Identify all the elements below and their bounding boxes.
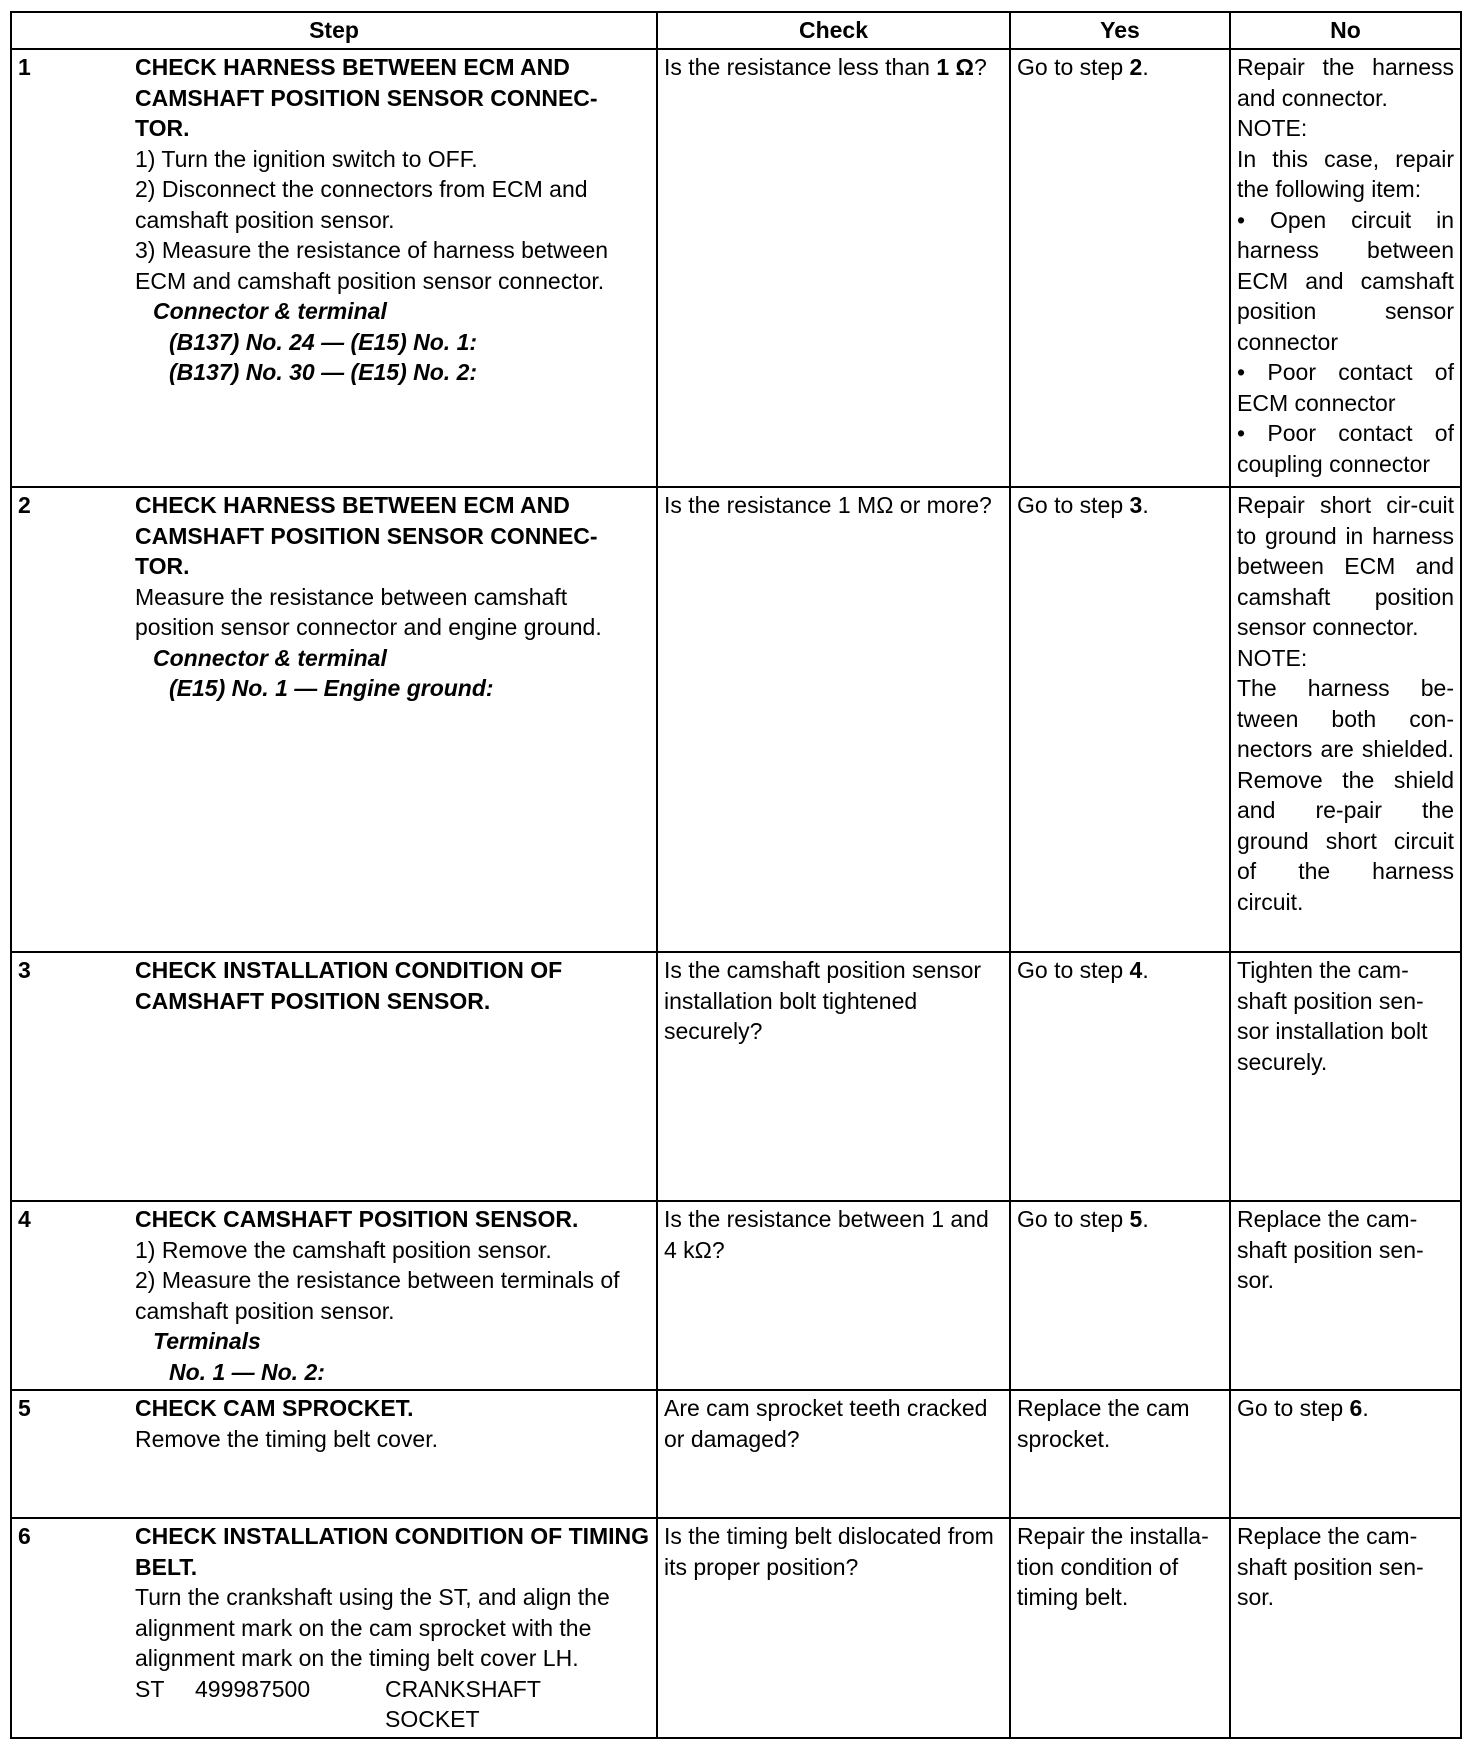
header-step: Step bbox=[11, 12, 657, 49]
yes-suffix: . bbox=[1142, 54, 1149, 80]
step-cell bbox=[129, 1518, 657, 1738]
diagnostic-table bbox=[10, 11, 1462, 1739]
yes-text: Go to step bbox=[1017, 54, 1130, 80]
step-line: Turn the crankshaft using the ST, and align the alignment mark on the cam sprocket with the alignment mark on the timing belt cover LH. bbox=[135, 1584, 610, 1671]
yes-cell: Replace the cam sprocket. bbox=[1010, 1390, 1230, 1518]
step-title: CHECK INSTALLATION CONDITION OF TIMING BELT. bbox=[135, 1523, 650, 1580]
no-text: Repair short cir-cuit to ground in harness between ECM and camshaft position sensor connector. bbox=[1237, 492, 1454, 640]
header-row bbox=[11, 12, 1461, 49]
table-row bbox=[11, 487, 1461, 952]
no-cell: Replace the cam-shaft position sen-sor. bbox=[1230, 1518, 1461, 1738]
step-number: 5 bbox=[11, 1390, 129, 1518]
yes-step-number: 2 bbox=[1129, 54, 1143, 80]
no-cell bbox=[1230, 1390, 1461, 1518]
check-cell: Is the resistance between 1 and 4 kΩ? bbox=[657, 1201, 1010, 1390]
no-cell bbox=[1230, 487, 1461, 952]
table-row bbox=[11, 1518, 1461, 1738]
step-title: CHECK INSTALLATION CONDITION OF CAMSHAFT POSITION SENSOR. bbox=[135, 957, 563, 1014]
header-check: Check bbox=[657, 12, 1010, 49]
no-cell: Replace the cam-shaft position sen-sor. bbox=[1230, 1201, 1461, 1390]
step-line: 2) Measure the resistance between terminals of camshaft position sensor. bbox=[135, 1267, 620, 1324]
no-text: Go to step bbox=[1237, 1395, 1350, 1421]
step-cell bbox=[129, 952, 657, 1201]
step-line: Measure the resistance between camshaft position sensor connector and engine ground. bbox=[135, 583, 602, 640]
terminals-value: No. 1 — No. 2: bbox=[169, 1358, 325, 1385]
step-cell bbox=[129, 49, 657, 487]
yes-cell: Repair the installa-tion condition of timing belt. bbox=[1010, 1518, 1230, 1738]
note-bullet: • Open circuit in harness between ECM and camshaft position sensor connector bbox=[1237, 206, 1454, 355]
step-line: Remove the timing belt cover. bbox=[135, 1425, 438, 1452]
check-suffix: ? bbox=[973, 54, 987, 80]
step-line: 2) Disconnect the connectors from ECM and camshaft position sensor. bbox=[135, 176, 588, 233]
yes-cell bbox=[1010, 1201, 1230, 1390]
check-cell: Is the resistance 1 MΩ or more? bbox=[657, 487, 1010, 952]
connector-heading: Connector & terminal bbox=[153, 644, 387, 671]
table-row bbox=[11, 952, 1461, 1201]
check-text: Is the resistance less than bbox=[664, 54, 937, 80]
check-cell: Are cam sprocket teeth cracked or damaged? bbox=[657, 1390, 1010, 1518]
check-cell bbox=[657, 49, 1010, 487]
yes-step-number: 3 bbox=[1129, 492, 1143, 518]
connector-heading: Connector & terminal bbox=[153, 298, 387, 324]
table-row bbox=[11, 49, 1461, 487]
note-label: NOTE: bbox=[1237, 644, 1308, 671]
yes-step-number: 4 bbox=[1129, 957, 1143, 983]
st-label: ST bbox=[135, 1675, 165, 1702]
step-number: 4 bbox=[11, 1201, 129, 1390]
yes-text: Go to step bbox=[1017, 492, 1130, 518]
connector-value: (B137) No. 30 — (E15) No. 2: bbox=[169, 359, 478, 385]
note-label: NOTE: bbox=[1237, 115, 1308, 141]
no-text: Repair the harness and connector. bbox=[1237, 54, 1454, 111]
yes-suffix: . bbox=[1142, 1206, 1149, 1232]
table-row bbox=[11, 1390, 1461, 1518]
step-title: CHECK CAMSHAFT POSITION SENSOR. bbox=[135, 1206, 579, 1232]
check-cell: Is the camshaft position sensor installation bolt tightened securely? bbox=[657, 952, 1010, 1201]
step-cell bbox=[129, 1201, 657, 1390]
connector-value: (E15) No. 1 — Engine ground: bbox=[169, 675, 494, 701]
step-line: 1) Remove the camshaft position sensor. bbox=[135, 1236, 552, 1263]
yes-step-number: 5 bbox=[1129, 1206, 1143, 1232]
check-cell: Is the timing belt dislocated from its proper position? bbox=[657, 1518, 1010, 1738]
table-row bbox=[11, 1201, 1461, 1390]
yes-cell bbox=[1010, 952, 1230, 1201]
note-bullet: • Poor contact of ECM connector bbox=[1237, 359, 1454, 416]
no-cell bbox=[1230, 49, 1461, 487]
st-tool-name: CRANKSHAFT SOCKET bbox=[385, 1675, 541, 1732]
yes-suffix: . bbox=[1142, 492, 1149, 518]
check-value: 1 Ω bbox=[936, 54, 974, 80]
step-line: 3) Measure the resistance of harness between ECM and camshaft position sensor connector. bbox=[135, 237, 609, 294]
connector-value: (B137) No. 24 — (E15) No. 1: bbox=[169, 328, 478, 355]
step-title: CHECK HARNESS BETWEEN ECM AND CAMSHAFT POSITION SENSOR CONNEC-TOR. bbox=[135, 492, 598, 579]
terminals-heading: Terminals bbox=[153, 1328, 261, 1354]
st-part-number: 499987500 bbox=[195, 1675, 311, 1702]
yes-suffix: . bbox=[1142, 957, 1149, 983]
step-number: 3 bbox=[11, 952, 129, 1201]
step-title: CHECK HARNESS BETWEEN ECM AND CAMSHAFT POSITION SENSOR CONNEC-TOR. bbox=[135, 54, 598, 141]
note-text: The harness be-tween both con-nectors are shielded. Remove the shield and re-pair the ground short circuit of the harness circuit. bbox=[1237, 675, 1454, 915]
yes-text: Go to step bbox=[1017, 1206, 1130, 1232]
no-cell: Tighten the cam-shaft position sen-sor installation bolt securely. bbox=[1230, 952, 1461, 1201]
yes-text: Go to step bbox=[1017, 957, 1130, 983]
step-cell bbox=[129, 1390, 657, 1518]
header-yes: Yes bbox=[1010, 12, 1230, 49]
special-tool-row bbox=[135, 1674, 650, 1735]
step-cell bbox=[129, 487, 657, 952]
step-number: 1 bbox=[11, 49, 129, 487]
yes-cell bbox=[1010, 487, 1230, 952]
step-line: 1) Turn the ignition switch to OFF. bbox=[135, 145, 478, 172]
yes-cell bbox=[1010, 49, 1230, 487]
step-number: 6 bbox=[11, 1518, 129, 1738]
no-step-number: 6 bbox=[1349, 1395, 1363, 1421]
note-text: In this case, repair the following item: bbox=[1237, 145, 1454, 202]
step-title: CHECK CAM SPROCKET. bbox=[135, 1395, 414, 1421]
note-bullet: • Poor contact of coupling connector bbox=[1237, 420, 1454, 477]
no-suffix: . bbox=[1362, 1395, 1369, 1421]
step-number: 2 bbox=[11, 487, 129, 952]
header-no: No bbox=[1230, 12, 1461, 49]
